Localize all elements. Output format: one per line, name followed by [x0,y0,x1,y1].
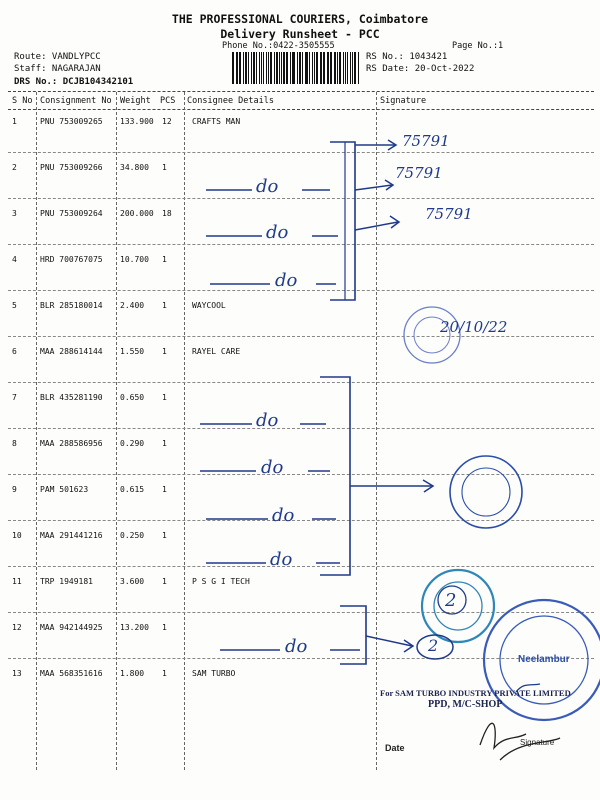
row-consignment-no: TRP 1949181 [40,577,93,586]
ditto-mark: do [285,636,308,657]
row-pcs: 1 [162,163,167,172]
col-header-pcs: PCS [160,96,176,106]
row-weight: 3.600 [120,577,145,586]
row-weight: 0.650 [120,393,145,402]
row-sno: 12 [12,623,22,632]
footer-signature-label: Signature [520,738,555,747]
row-sno: 11 [12,577,22,586]
row-weight: 0.250 [120,531,145,540]
row-pcs: 12 [162,117,172,126]
company-name: THE PROFESSIONAL COURIERS, Coimbatore [171,12,429,26]
row-consignment-no: MAA 291441216 [40,531,103,540]
row-sno: 8 [12,439,17,448]
ditto-mark: do [270,549,293,570]
handwritten-number-row11: 2 [445,590,457,611]
ditto-mark: do [261,457,284,478]
row-weight: 13.200 [120,623,149,632]
ditto-lines [200,190,360,650]
footer-date-label: Date [385,743,405,753]
company-stamp-line1: For SAM TURBO INDUSTRY PRIVATE LIMITED [380,688,571,698]
rs-number: RS No.: 1043421 [366,52,448,62]
stamp-location: Neelambur [518,654,570,665]
drs-number: DRS No.: DCJB104342101 [14,77,134,87]
row-pcs: 1 [162,255,167,264]
row-sno: 1 [12,117,17,126]
row-sno: 2 [12,163,17,172]
row-consignment-no: MAA 288586956 [40,439,103,448]
rs-date: RS Date: 20-Oct-2022 [366,64,475,74]
bracket-3 [340,606,366,664]
company-stamp-line2: PPD, M/C-SHOP [428,699,503,710]
row-consignment-no: MAA 942144925 [40,623,103,632]
row-weight: 2.400 [120,301,145,310]
row-consignee: CRAFTS MAN [192,117,241,126]
page-number: Page No.:1 [452,41,504,51]
row-pcs: 1 [162,531,167,540]
row-consignment-no: HRD 700767075 [40,255,103,264]
row-pcs: 1 [162,669,167,678]
ditto-mark: do [256,410,279,431]
col-header-consignee: Consignee Details [187,96,274,106]
phone-number: Phone No.:0422-3505555 [222,41,335,51]
psg-stamp [422,570,494,642]
row-weight: 10.700 [120,255,149,264]
bracket-2 [320,377,350,575]
row-sno: 3 [12,209,17,218]
row-weight: 34.800 [120,163,149,172]
handwritten-number-row12: 2 [428,636,439,655]
row-sno: 9 [12,485,17,494]
row-sno: 7 [12,393,17,402]
row-pcs: 18 [162,209,172,218]
row-sno: 13 [12,669,22,678]
row-weight: 200.000 [120,209,154,218]
row-consignee: WAYCOOL [192,301,226,310]
row-consignment-no: BLR 435281190 [40,393,103,402]
row-pcs: 1 [162,577,167,586]
staff: Staff: NAGARAJAN [14,64,101,74]
row-weight: 1.800 [120,669,145,678]
col-header-weight: Weight [120,96,151,106]
row-consignment-no: PAM 501623 [40,485,89,494]
arrows [350,140,433,652]
row-consignment-no: MAA 568351616 [40,669,103,678]
row-pcs: 1 [162,439,167,448]
row-pcs: 1 [162,623,167,632]
row-sno: 4 [12,255,17,264]
row-pcs: 1 [162,301,167,310]
row-weight: 0.290 [120,439,145,448]
row-weight: 1.550 [120,347,145,356]
signature-row5-date: 20/10/22 [440,318,508,336]
document-title: Delivery Runsheet - PCC [220,27,380,41]
row-weight: 133.900 [120,117,154,126]
row-consignment-no: MAA 288614144 [40,347,103,356]
signature-row1: 75791 [402,132,450,150]
company-stamp [380,688,571,710]
ditto-mark: do [275,270,298,291]
ditto-mark: do [272,505,295,526]
row-consignment-no: PNU 753009264 [40,209,103,218]
row-sno: 5 [12,301,17,310]
row-consignment-no: PNU 753009266 [40,163,103,172]
col-header-consignment: Consignment No [40,96,112,106]
route: Route: VANDLYPCC [14,52,101,62]
hospital-stamp [450,456,522,528]
ditto-mark: do [266,222,289,243]
row-consignee: RAYEL CARE [192,347,241,356]
row-weight: 0.615 [120,485,145,494]
col-header-sno: S No [12,96,33,106]
row-pcs: 1 [162,393,167,402]
bracket-1 [330,142,355,300]
signature-row3: 75791 [425,205,473,223]
row-sno: 10 [12,531,22,540]
row-pcs: 1 [162,347,167,356]
row-pcs: 1 [162,485,167,494]
row-consignee: P S G I TECH [192,577,250,586]
row-consignment-no: BLR 285180014 [40,301,103,310]
row-sno: 6 [12,347,17,356]
signature-row2: 75791 [395,164,443,182]
row-consignment-no: PNU 753009265 [40,117,103,126]
col-header-signature: Signature [380,96,427,106]
ditto-mark: do [256,176,279,197]
row-consignee: SAM TURBO [192,669,236,678]
